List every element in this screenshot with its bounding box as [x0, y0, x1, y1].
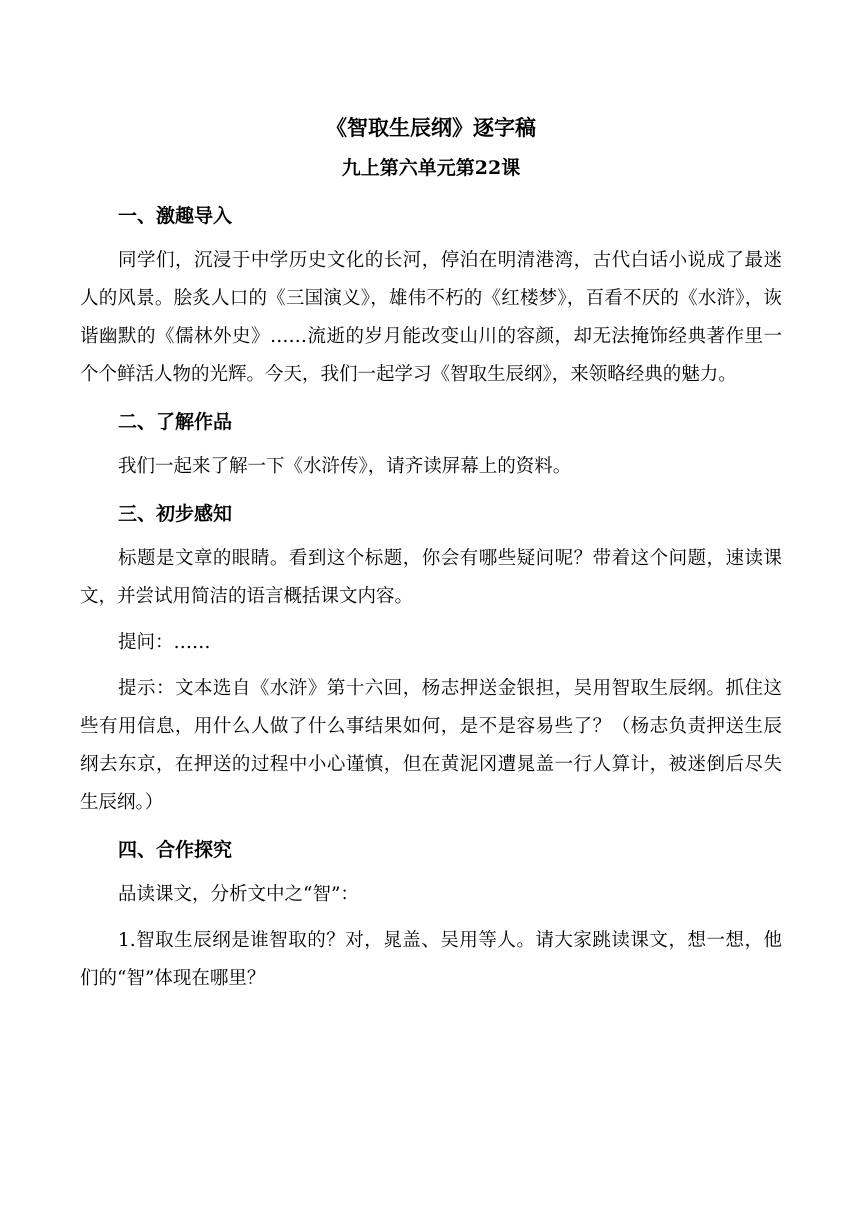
section-heading-perception: 三、初步感知	[118, 503, 233, 525]
paragraph: 标题是文章的眼睛。看到这个标题，你会有哪些疑问呢？带着这个问题，速读课文，并尝试用简洁的语言概括课文内容。	[80, 548, 782, 607]
paragraph: 我们一起来了解一下《水浒传》，请齐读屏幕上的资料。	[118, 456, 572, 477]
section-heading-inquiry: 四、合作探究	[118, 839, 233, 861]
document-title: 《智取生辰纲》逐字稿	[326, 115, 536, 140]
paragraph: 1.智取生辰纲是谁智取的？对，晁盖、吴用等人。请大家跳读课文，想一想，他们的“智”体现在哪里？	[80, 930, 782, 989]
paragraph: 提问：……	[118, 632, 211, 653]
section-heading-intro: 一、激趣导入	[118, 205, 233, 227]
document-subtitle: 九上第六单元第22课	[341, 157, 521, 179]
paragraph: 同学们，沉浸于中学历史文化的长河，停泊在明清港湾，古代白话小说成了最迷人的风景。脍炙人口的《三国演义》，雄伟不朽的《红楼梦》，百看不厌的《水浒》，诙谐幽默的《儒林外史》……流逝的岁月能改变山川的容颜，却无法掩饰经典著作里一个个鲜活人物的光辉。今天，我们一起学习《智取生辰纲》，来领略经典的魅力。	[80, 250, 782, 385]
section-heading-work: 二、了解作品	[118, 411, 233, 433]
document-page	[80, 108, 782, 998]
paragraph: 品读课文，分析文中之“智”：	[118, 884, 359, 905]
paragraph: 提示：文本选自《水浒》第十六回，杨志押送金银担，吴用智取生辰纲。抓住这些有用信息，用什么人做了什么事结果如何，是不是容易些了？（杨志负责押送生辰纲去东京，在押送的过程中小心谨慎，但在黄泥冈遭晁盖一行人算计，被迷倒后尽失生辰纲。）	[80, 678, 782, 813]
